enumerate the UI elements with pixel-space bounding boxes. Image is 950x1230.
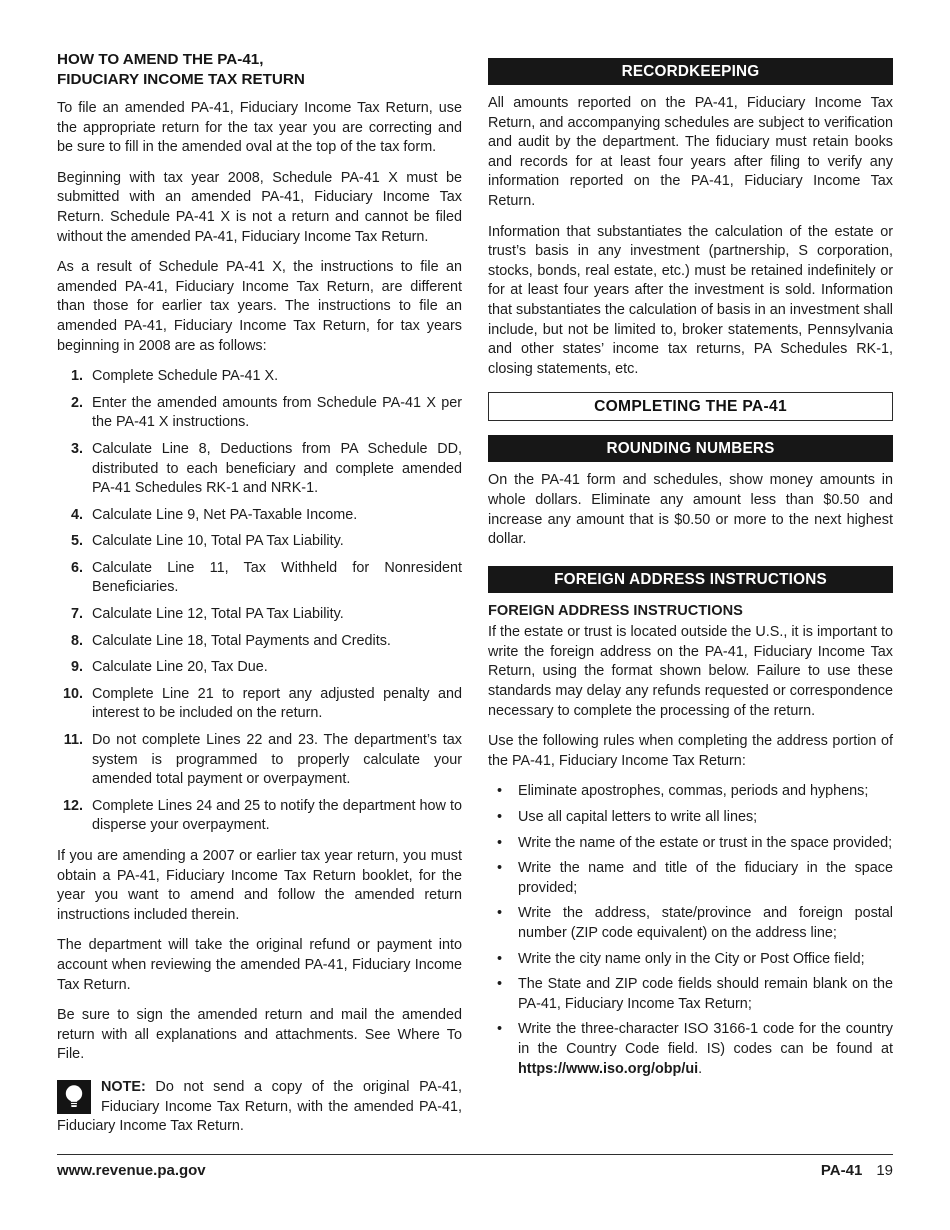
list-number: 4. bbox=[70, 506, 83, 523]
bullet-item bbox=[488, 950, 893, 970]
bullet-item bbox=[488, 904, 893, 943]
bullet-item bbox=[488, 859, 893, 898]
subheading-foreign-address: FOREIGN ADDRESS INSTRUCTIONS bbox=[488, 602, 743, 619]
list-item-text: Calculate Line 20, Tax Due. bbox=[92, 659, 268, 676]
note-label: NOTE: bbox=[101, 1078, 146, 1095]
list-number: 5. bbox=[70, 533, 83, 550]
list-item-text: Enter the amended amounts from Schedule PA-41 X per the PA-41 X instructions. bbox=[92, 394, 462, 431]
page-footer bbox=[57, 1154, 893, 1180]
list-item bbox=[57, 367, 462, 387]
list-number: 1. bbox=[70, 368, 83, 385]
bullet-icon: • bbox=[497, 860, 503, 877]
list-item bbox=[57, 731, 462, 790]
bullet-item bbox=[488, 782, 893, 802]
heading-line-2: FIDUCIARY INCOME TAX RETURN bbox=[57, 71, 305, 88]
list-item bbox=[57, 797, 462, 836]
section-bar-rounding: ROUNDING NUMBERS bbox=[488, 435, 893, 462]
bullet-icon: • bbox=[497, 783, 503, 800]
list-item-text: Complete Lines 24 and 25 to notify the department how to disperse your overpayment. bbox=[92, 797, 462, 834]
footer-website: www.revenue.pa.gov bbox=[57, 1162, 206, 1179]
bullet-item bbox=[488, 1020, 893, 1079]
paragraph: Be sure to sign the amended return and mail the amended return with all explanations and attachments. See Where To File. bbox=[57, 1007, 462, 1063]
two-column-layout bbox=[57, 0, 893, 1137]
bullet-icon: • bbox=[497, 905, 503, 922]
paragraph: If the estate or trust is located outside the U.S., it is important to write the foreign address on the PA-41, Fiduciary Income Tax Return, using the format shown below. Failure to use these standards may delay any refunds requested or correspondence necessary to complete the processing of the return. bbox=[488, 624, 893, 719]
list-number: 6. bbox=[70, 559, 83, 576]
paragraph: As a result of Schedule PA-41 X, the instructions to file an amended PA-41, Fiduciary Income Tax Return, are different than those for earlier tax years. The instructions to file an amended PA-41, Fiduciary Income Tax Return, for tax years beginning in 2008 are as follows: bbox=[57, 259, 462, 354]
bullet-item bbox=[488, 834, 893, 854]
list-item-text: Do not complete Lines 22 and 23. The department’s tax system is programmed to properly calculate your amended total payment or overpayment. bbox=[92, 732, 462, 788]
heading-line-1: HOW TO AMEND THE PA-41, bbox=[57, 51, 264, 68]
left-column bbox=[57, 0, 462, 1137]
bullet-item bbox=[488, 975, 893, 1014]
bullet-text: The State and ZIP code fields should remain blank on the PA-41, Fiduciary Income Tax Return; bbox=[518, 976, 893, 1012]
bullet-icon: • bbox=[497, 809, 503, 826]
footer-divider bbox=[57, 1154, 893, 1155]
list-item-text: Calculate Line 12, Total PA Tax Liability. bbox=[92, 606, 344, 623]
list-item bbox=[57, 440, 462, 499]
list-item bbox=[57, 632, 462, 652]
note-block bbox=[57, 1078, 462, 1137]
list-number: 8. bbox=[70, 632, 83, 649]
list-number: 2. bbox=[70, 394, 83, 411]
bullet-text: Use all capital letters to write all lines; bbox=[518, 809, 758, 826]
list-item-text: Calculate Line 10, Total PA Tax Liability. bbox=[92, 533, 344, 550]
list-item-text: Calculate Line 11, Tax Withheld for Nonresident Beneficiaries. bbox=[92, 559, 462, 596]
list-number: 10. bbox=[62, 685, 83, 702]
bullet-text: Write the address, state/province and foreign postal number (ZIP code equivalent) on the address line; bbox=[518, 905, 893, 941]
list-item bbox=[57, 685, 462, 724]
paragraph: Beginning with tax year 2008, Schedule PA-41 X must be submitted with an amended PA-41, Fiduciary Income Tax Return. Schedule PA-41 X is not a return and cannot be filed without the amended PA-41, Fiduciary Income Tax Return. bbox=[57, 169, 462, 245]
list-item bbox=[57, 532, 462, 552]
bullet-text-post: . bbox=[698, 1060, 703, 1077]
section-box-completing: COMPLETING THE PA-41 bbox=[488, 392, 893, 421]
section-bar-foreign-address: FOREIGN ADDRESS INSTRUCTIONS bbox=[488, 566, 893, 593]
list-item-text: Calculate Line 8, Deductions from PA Schedule DD, distributed to each beneficiary and complete amended PA-41 Schedules RK-1 and NRK-1. bbox=[92, 440, 462, 497]
list-item-text: Complete Line 21 to report any adjusted penalty and interest to be included on the return. bbox=[92, 685, 462, 722]
paragraph: On the PA-41 form and schedules, show money amounts in whole dollars. Eliminate any amount less than $0.50 and increase any amount that is $0.50 or more to the next highest dollar. bbox=[488, 472, 893, 548]
footer-page-info bbox=[821, 1161, 893, 1180]
paragraph: To file an amended PA-41, Fiduciary Income Tax Return, use the appropriate return for the tax year you are correcting and be sure to fill in the amended oval at the top of the tax form. bbox=[57, 100, 462, 156]
paragraph: Use the following rules when completing the address portion of the PA-41, Fiduciary Income Tax Return: bbox=[488, 733, 893, 769]
lightbulb-icon bbox=[57, 1080, 91, 1114]
right-column bbox=[488, 0, 893, 1085]
paragraph: All amounts reported on the PA-41, Fiduciary Income Tax Return, and accompanying schedules are subject to verification and audit by the department. The fiduciary must retain books and records for at least four years after filing to verify any information reported on the PA-41, Fiduciary Income Tax Return. bbox=[488, 95, 893, 209]
list-number: 3. bbox=[70, 440, 83, 457]
bullet-list bbox=[488, 782, 893, 1079]
list-number: 9. bbox=[70, 659, 83, 676]
paragraph: The department will take the original refund or payment into account when reviewing the amended PA-41, Fiduciary Income Tax Return. bbox=[57, 937, 462, 993]
paragraph: If you are amending a 2007 or earlier tax year return, you must obtain a PA-41, Fiduciary Income Tax Return booklet, for the year you want to amend and follow the amended return instructions included therein. bbox=[57, 848, 462, 923]
paragraph: Information that substantiates the calculation of the estate or trust’s basis in any investment (partnership, S corporation, stocks, bonds, real estate, etc.) must be retained indefinitely or for at least four years after the investment is sold. Information that substantiates the calculation of basis in an investment shall include, but not be limited to, broker statements, Pennsylvania and other states’ income tax returns, PA Schedules RK-1, closing statements, etc. bbox=[488, 223, 893, 377]
list-number: 7. bbox=[70, 606, 83, 623]
iso-url-text: https://www.iso.org/obp/ui bbox=[518, 1060, 699, 1077]
footer-page-number: 19 bbox=[876, 1162, 893, 1179]
list-item bbox=[57, 658, 462, 678]
list-number: 12. bbox=[62, 797, 83, 814]
bullet-text: Eliminate apostrophes, commas, periods and hyphens; bbox=[518, 783, 869, 800]
numbered-list bbox=[57, 367, 462, 836]
bullet-icon: • bbox=[497, 1021, 503, 1038]
section-bar-recordkeeping: RECORDKEEPING bbox=[488, 58, 893, 85]
bullet-text bbox=[518, 1020, 893, 1079]
list-number: 11. bbox=[63, 732, 83, 749]
list-item-text: Calculate Line 9, Net PA-Taxable Income. bbox=[92, 506, 358, 523]
bullet-text-pre: Write the three-character ISO 3166-1 code for the country in the Country Code field. IS) codes can be found at bbox=[518, 1021, 893, 1057]
footer-doc-label: PA-41 bbox=[820, 1162, 863, 1179]
list-item bbox=[57, 394, 462, 433]
list-item bbox=[57, 506, 462, 526]
bullet-text: Write the name and title of the fiduciary in the space provided; bbox=[518, 860, 893, 896]
bullet-text: Write the name of the estate or trust in the space provided; bbox=[518, 834, 893, 851]
list-item bbox=[57, 605, 462, 625]
bullet-icon: • bbox=[497, 834, 503, 851]
bullet-icon: • bbox=[497, 950, 503, 967]
bullet-item bbox=[488, 808, 893, 828]
footer-row bbox=[57, 1161, 893, 1180]
section-heading-how-to-amend bbox=[57, 50, 462, 90]
note-text: Do not send a copy of the original PA-41, Fiduciary Income Tax Return, with the amended PA-41, Fiduciary Income Tax Return. bbox=[57, 1078, 462, 1135]
bullet-icon: • bbox=[497, 976, 503, 993]
bullet-text: Write the city name only in the City or Post Office field; bbox=[518, 950, 865, 967]
list-item-text: Complete Schedule PA-41 X. bbox=[92, 368, 279, 385]
list-item bbox=[57, 559, 462, 598]
list-item-text: Calculate Line 18, Total Payments and Credits. bbox=[92, 632, 391, 649]
